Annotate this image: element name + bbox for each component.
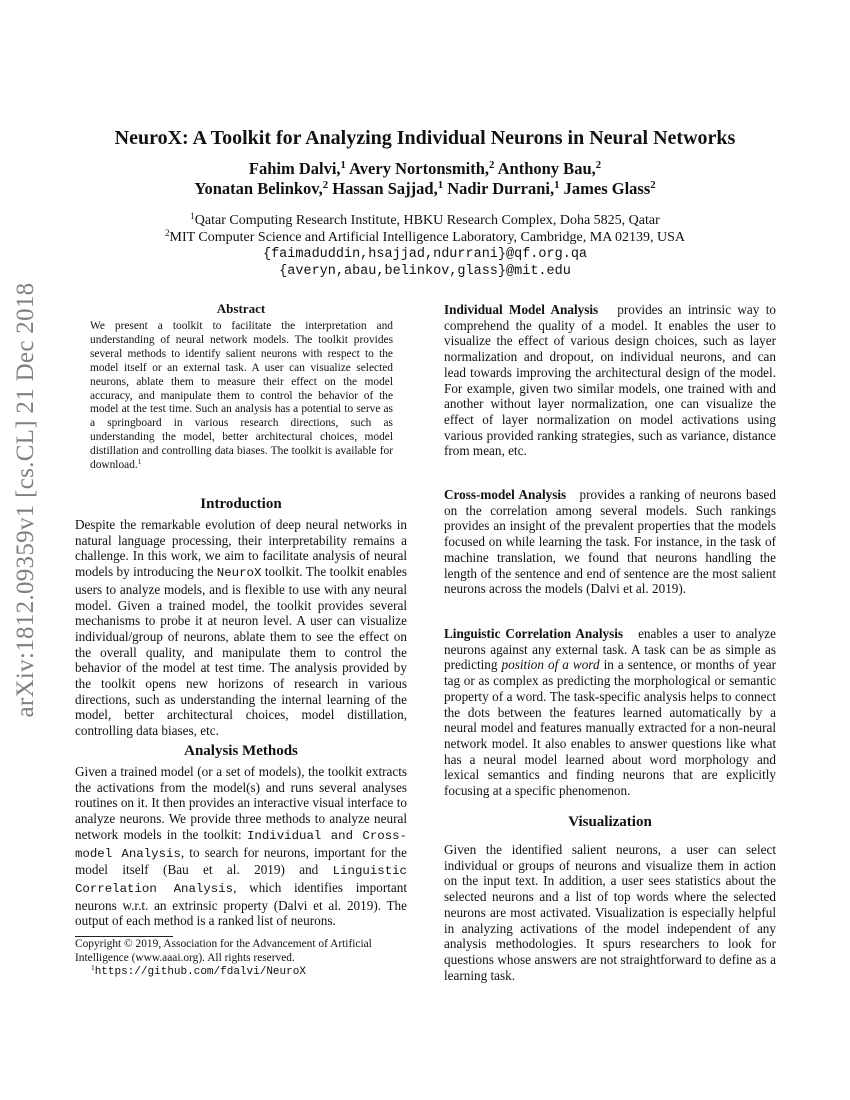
- footnote-mark: 1: [137, 457, 142, 466]
- paragraph-text: provides a ranking of neurons based on the correlation among several models. Such rankings provides an insight of the prevalent properties that the models focused on while learning the task. For instance, in the task of machine translation, we found that neurons handling the length of the sentence and end of sentence are the most salient neurons across the models (Dalvi et al. 2019).: [444, 487, 776, 597]
- visualization-body: [444, 842, 776, 983]
- author-name: Fahim Dalvi,: [248, 159, 341, 178]
- methods-text: , which identifies important neurons w.r.t. an extrinsic property (Dalvi et al. 2019). The output of each method is a ranked list of neurons.: [75, 879, 407, 929]
- cross-model-analysis-para: [444, 487, 776, 597]
- paragraph-text: provides an intrinsic way to comprehend the quality of a model. It enables the user to visualize the effect of various design choices, such as layer normalization and dropout, on individual neurons, and can lead towards improving the architectural design of the model. For example, given two similar models, one trained with and another without layer normalization, one can visualize the effect of layer normalization on model activations using various provided ranking strategies, such as variance, distance from mean, etc.: [444, 302, 776, 459]
- toolkit-name: NeuroX: [216, 566, 262, 581]
- affiliations: [80, 212, 770, 280]
- author-name: Anthony Bau,: [494, 159, 596, 178]
- individual-analysis-para: [444, 302, 776, 459]
- paragraph-text: enables a user to analyze neurons against any external task. A task can be as simple as predicting: [444, 626, 777, 673]
- paper-title: NeuroX: A Toolkit for Analyzing Individual Neurons in Neural Networks: [114, 127, 736, 149]
- author-affil-mark: 1: [340, 159, 346, 172]
- affil-text: MIT Computer Science and Artificial Intelligence Laboratory, Cambridge, MA 02139, USA: [169, 230, 686, 245]
- author-name: Nadir Durrani,: [443, 179, 555, 198]
- author-line-2: [80, 179, 770, 199]
- email-qcri: {faimaduddin,hsajjad,ndurrani}@qf.org.qa: [262, 247, 588, 262]
- analysis-methods-heading: Analysis Methods: [184, 743, 298, 759]
- introduction-body: [75, 517, 407, 739]
- analysis-methods-body: [75, 764, 407, 929]
- affil-mark: 2: [164, 228, 170, 238]
- author-line-1: [80, 159, 770, 179]
- author-name: Avery Nortonsmith,: [345, 159, 490, 178]
- author-affil-mark: 1: [437, 179, 444, 192]
- linguistic-analysis-para: [444, 626, 776, 799]
- method-name: Linguistic Correlation Analysis: [75, 864, 407, 896]
- introduction-heading: Introduction: [200, 496, 282, 512]
- visualization-text: Given the identified salient neurons, a user can select individual or groups of neurons and visualize them in action on the input text. In addition, a user sees statistics about the selected neurons and a list of top words where the selected neurons are most activated. Visualization is especially helpful in analyzing activations of the model independent of any analysis methodologies. It spurs researchers to look for questions whose answers are not straightforward to define as a learning task.: [444, 842, 776, 983]
- methods-text: Given a trained model (or a set of models), the toolkit extracts the activations from the model(s) and runs several analyses routines on it. It then provides an interactive visual interface to analyze neurons. We provide three methods to analyze neural network models in the toolkit:: [75, 764, 407, 842]
- italic-phrase: position of a word: [501, 657, 600, 673]
- copyright-notice: Copyright © 2019, Association for the Advancement of Artificial Intelligence (www.aaai.org). All rights reserved.: [75, 938, 372, 964]
- paragraph-heading: Individual Model Analysis: [444, 302, 599, 317]
- author-name: Yonatan Belinkov,: [194, 179, 323, 198]
- github-url: https://github.com/fdalvi/NeuroX: [94, 966, 306, 978]
- affil-mark: 1: [190, 211, 195, 221]
- author-affil-mark: 1: [554, 179, 560, 192]
- author-affil-mark: 2: [322, 179, 329, 192]
- affil-text: Qatar Computing Research Institute, HBKU Research Complex, Doha 5825, Qatar: [194, 213, 660, 228]
- author-affil-mark: 2: [650, 179, 656, 192]
- author-affil-mark: 2: [489, 159, 495, 172]
- methods-text: , to search for neurons, important for the model itself (Bau et al. 2019) and: [75, 844, 407, 878]
- author-affil-mark: 2: [595, 159, 602, 172]
- affiliation-qcri: [80, 212, 770, 229]
- author-name: Hassan Sajjad,: [328, 179, 438, 198]
- intro-text: Despite the remarkable evolution of deep neural networks in natural language processing, their interpretability remains a challenge. In this work, we aim to facilitate analysis of neural models by introducing the: [75, 517, 407, 580]
- abstract-body: [90, 320, 393, 473]
- footnote-url-line: [75, 962, 410, 980]
- paragraph-heading: Linguistic Correlation Analysis: [444, 626, 624, 641]
- footnote: [75, 938, 410, 980]
- arxiv-id: arXiv:1812.09359v1 [cs.CL] 21 Dec 2018: [12, 282, 39, 718]
- author-list: [80, 159, 770, 199]
- footnote-mark: 1: [91, 962, 95, 972]
- intro-text: toolkit. The toolkit enables users to analyze models, and is flexible to use with any neural model. Given a trained model, the toolkit provides several mechanisms to probe it at neuron level. A user can visualize individual/group of neurons, ablate them to see the effect on the overall quality, and manipulate them to control the behavior of the model at test time. The analysis provided by the toolkit opens new horizons of research in various directions, such as understanding the internal learning of the model, better architectural choices, model distillation, controlling data biases, etc.: [75, 564, 407, 739]
- footnote-rule: [75, 936, 173, 937]
- abstract-text: We present a toolkit to facilitate the interpretation and understanding of neural network models. The toolkit provides several methods to identify salient neurons with respect to the model itself or an external task. A user can visualize selected neurons, ablate them to measure their effect on the model accuracy, and manipulate them to control the behavior of the model at the test time. Such an analysis has a potential to serve as a springboard in various research directions, such as understanding the model, better architectural choices, model distillation and controlling data biases. The toolkit is available for download.: [90, 320, 393, 472]
- email-mit: {averyn,abau,belinkov,glass}@mit.edu: [279, 264, 571, 279]
- method-name: Individual and Cross-model Analysis: [75, 828, 407, 861]
- affiliation-mit: [80, 229, 770, 246]
- paragraph-heading: Cross-model Analysis: [444, 487, 567, 502]
- abstract-heading: Abstract: [216, 301, 266, 316]
- paragraph-text: in a sentence, or months of year tag or as complex as predicting the morphological or semantic property of a word. The task-specific analysis helps to connect the dots between the features learned automatically by a neural model and features manually extracted for a non-neural network model. It also enables to answer questions like what has a neural model learned about word morphology and lexical semantics and finding neurons that are explicitly focusing at a specific phenomenon.: [444, 657, 776, 799]
- visualization-heading: Visualization: [568, 814, 652, 830]
- author-name: James Glass: [559, 179, 651, 198]
- arxiv-stamp: [4, 0, 48, 1100]
